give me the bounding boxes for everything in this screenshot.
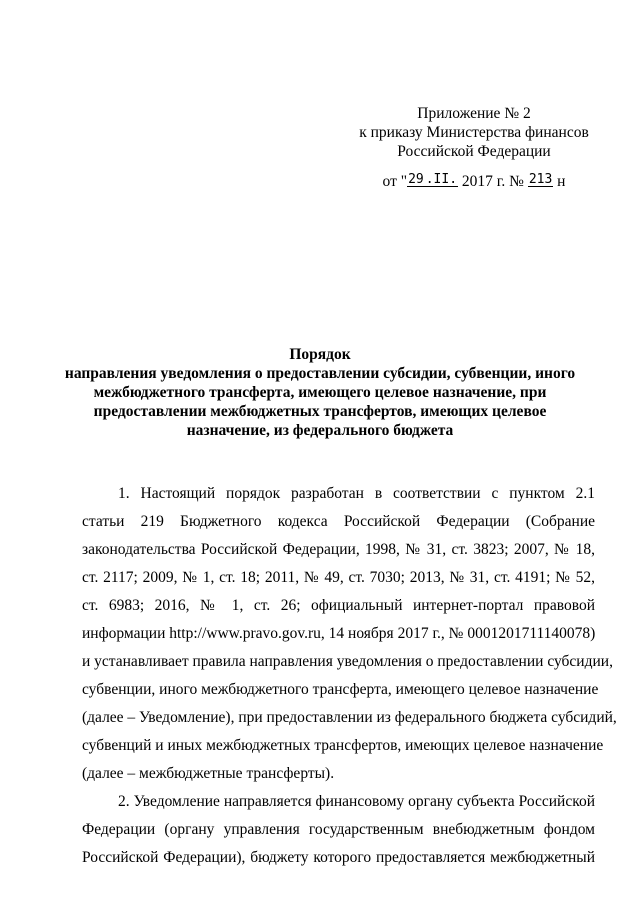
- document-title: [60, 345, 580, 440]
- paragraph-1-line: ст. 6983; 2016, № 1, ст. 26; официальный интернет-портал правовой: [82, 597, 595, 614]
- paragraph-1-line: статьи 219 Бюджетного кодекса Российской Федерации (Собрание: [82, 513, 595, 530]
- order-suffix: н: [553, 173, 566, 190]
- appendix-order-reference: к приказу Министерства финансов: [359, 124, 589, 141]
- document-body: [82, 480, 617, 872]
- appendix-header: [354, 104, 594, 191]
- paragraph-2-line: Российской Федерации), бюджету которого предоставляется межбюджетный: [82, 849, 595, 866]
- order-prefix: от ": [382, 173, 408, 190]
- title-line-2: направления уведомления о предоставлении субсидии, субвенции, иного: [64, 365, 576, 382]
- title-line-4: предоставлении межбюджетных трансфертов, имеющих целевое: [93, 403, 547, 420]
- order-year: 2017 г. №: [458, 173, 528, 190]
- order-number: 213: [528, 172, 553, 187]
- paragraph-1-line: субвенций и иных межбюджетных трансфертов, имеющих целевое назначение: [82, 737, 604, 754]
- paragraph-1-line: ст. 2117; 2009, № 1, ст. 18; 2011, № 49, ст. 7030; 2013, № 31, ст. 4191; № 52,: [82, 569, 595, 586]
- paragraph-2-line: 2. Уведомление направляется финансовому органу субъекта Российской: [118, 793, 595, 810]
- paragraph-1-line: 1. Настоящий порядок разработан в соответствии с пунктом 2.1: [118, 485, 595, 502]
- paragraph-1-line: и устанавливает правила направления уведомления о предоставлении субсидии,: [82, 653, 613, 670]
- appendix-number: Приложение № 2: [417, 105, 531, 122]
- paragraph-1-line: законодательства Российской Федерации, 1998, № 31, ст. 3823; 2007, № 18,: [82, 541, 595, 558]
- paragraph-2: [82, 788, 595, 872]
- title-line-5: назначение, из федерального бюджета: [186, 422, 454, 439]
- paragraph-1-line: (далее – Уведомление), при предоставлении из федерального бюджета субсидий,: [82, 709, 617, 726]
- paragraph-2-line: Федерации (органу управления государственным внебюджетным фондом: [82, 821, 595, 838]
- paragraph-1-line: субвенции, иного межбюджетного трансферта, имеющего целевое назначение: [82, 681, 599, 698]
- paragraph-1: [82, 480, 617, 788]
- order-day: 29: [408, 172, 424, 187]
- title-line-1: Порядок: [289, 346, 351, 363]
- appendix-federation: Российской Федерации: [397, 143, 551, 160]
- paragraph-1-line: (далее – межбюджетные трансферты).: [82, 765, 335, 782]
- order-date-line: [354, 172, 594, 191]
- order-month: .II.: [425, 172, 458, 187]
- paragraph-1-line: информации http://www.pravo.gov.ru, 14 ноября 2017 г., № 0001201711140078): [82, 625, 596, 642]
- title-line-3: межбюджетного трансферта, имеющего целевое назначение, при: [93, 384, 547, 401]
